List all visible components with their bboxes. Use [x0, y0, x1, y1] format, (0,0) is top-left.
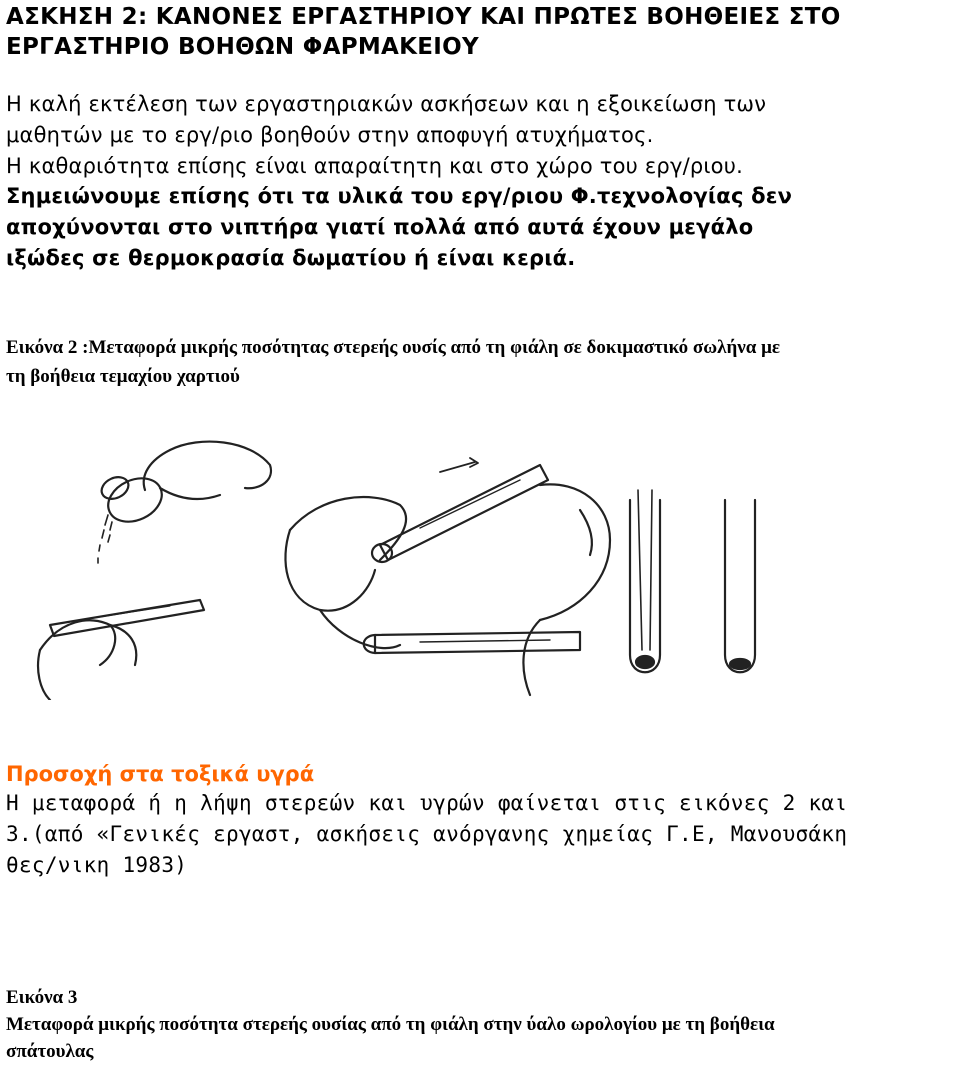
notice-line-1: Σημειώνουμε επίσης ότι τα υλικά του εργ/ριου Φ.τεχνολογίας δεν: [6, 184, 793, 208]
intro-line-3: Η καθαριότητα επίσης είναι απαραίτητη και στο χώρο του εργ/ριου.: [6, 154, 743, 178]
vertical-tube-with-solid-drawing: [725, 500, 755, 672]
figure-3-caption: [6, 1011, 956, 1065]
transfer-line-3: θες/νικη 1983): [6, 853, 188, 877]
figure-3-label: Εικόνα 3: [6, 987, 78, 1008]
toxic-liquids-warning: Προσοχή στα τοξικά υγρά: [6, 762, 315, 786]
title-line-2: ΕΡΓΑΣΤΗΡΙΟ ΒΟΗΘΩΝ ΦΑΡΜΑΚΕΙΟΥ: [6, 34, 479, 60]
vertical-tube-with-paper-drawing: [630, 490, 660, 672]
notice-line-2: αποχύνονται στο νιπτήρα γιατί πολλά από αυτά έχουν μεγάλο: [6, 215, 754, 239]
title-line-1: ΑΣΚΗΣΗ 2: ΚΑΝΟΝΕΣ ΕΡΓΑΣΤΗΡΙΟΥ ΚΑΙ ΠΡΩΤΕΣ ΒΟΗΘΕΙΕΣ ΣΤΟ: [6, 4, 841, 30]
figure-2-caption: [6, 333, 956, 391]
notice-paragraph: [6, 181, 954, 274]
hand-with-bottle-drawing: [98, 442, 271, 563]
paper-strip-drawing: [50, 600, 204, 636]
transfer-line-2: 3.(από «Γενικές εργαστ, ασκήσεις ανόργανης χημείας Γ.Ε, Μανουσάκη: [6, 822, 848, 846]
transfer-line-1: Η μεταφορά ή η λήψη στερεών και υγρών φαίνεται στις εικόνες 2 και: [6, 791, 848, 815]
notice-line-3: ιξώδες σε θερμοκρασία δωματίου ή είναι κεριά.: [6, 246, 576, 270]
transfer-paragraph: [6, 788, 956, 881]
figure-2-caption-line-2: τη βοήθεια τεμαχίου χαρτιού: [6, 366, 240, 387]
intro-line-2: μαθητών με το εργ/ριο βοηθούν στην αποφυγή ατυχήματος.: [6, 123, 654, 147]
intro-line-1: Η καλή εκτέλεση των εργαστηριακών ασκήσεων και η εξοικείωση των: [6, 92, 767, 116]
intro-paragraph: [6, 89, 954, 182]
horizontal-tube-drawing: [364, 632, 580, 653]
exercise-title: [6, 2, 956, 62]
figure-3-caption-line-1: Μεταφορά μικρής ποσότητα στερεής ουσίας από τη φιάλη στην ύαλο ωρολογίου με τη βοήθεια: [6, 1014, 775, 1035]
figure-3-caption-line-2: σπάτουλας: [6, 1041, 94, 1062]
hand-pushing-paper-drawing: [523, 484, 610, 695]
figure-2-caption-line-1: Εικόνα 2 :Μεταφορά μικρής ποσότητας στερεής ουσίς από τη φιάλη σε δοκιμαστικό σωλήνα με: [6, 337, 781, 358]
test-tube-drawing: [372, 458, 548, 562]
hand-holding-tube-drawing: [285, 497, 406, 648]
figure-2-illustration: [20, 410, 950, 700]
